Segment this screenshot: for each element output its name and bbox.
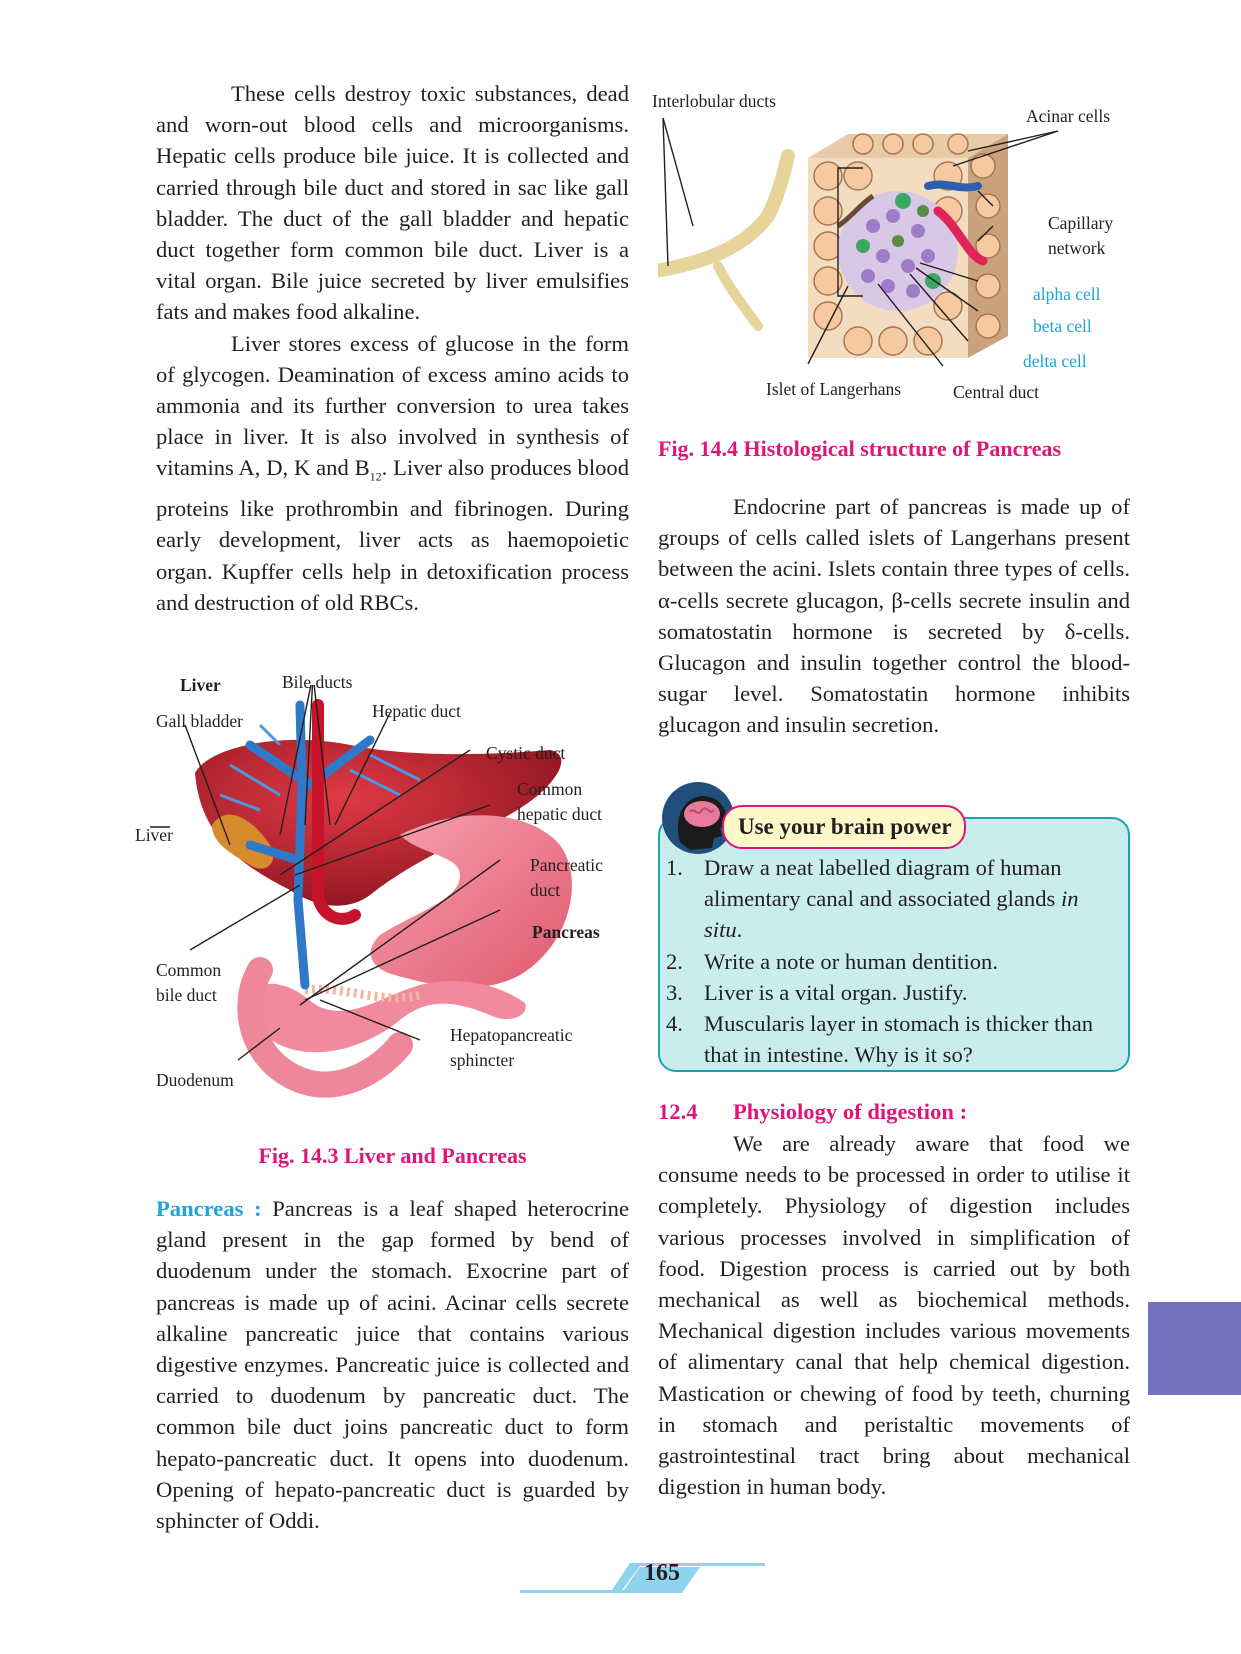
label-beta-cell: beta cell bbox=[1033, 316, 1092, 336]
text-run: Pancreas is a leaf shaped heterocrine gland present in the gap formed by bend of duodenum under the stomach. Exocrine part of pancreas is made up of acini. Acinar cells secrete alkaline pancreatic juice that contains various digestive enzymes. Pancreatic juice is collected and carried to duodenum by pancreatic duct. The common bile duct joins pancreatic duct to form hepato-pancreatic duct. It opens into duodenum. Opening of hepato-pancreatic duct is guarded by sphincter of Oddi. bbox=[156, 1196, 629, 1534]
paragraph-pancreas bbox=[156, 1193, 629, 1536]
section-number: 12.4 bbox=[658, 1099, 698, 1124]
label-hepatic-duct: Hepatic duct bbox=[372, 701, 461, 721]
item-text: Muscularis layer in stomach is thicker than that in intestine. Why is it so? bbox=[704, 1011, 1094, 1068]
question-list bbox=[666, 852, 1118, 1070]
pancreas-section bbox=[156, 1193, 629, 1536]
item-number: 1. bbox=[666, 855, 683, 880]
list-item bbox=[666, 946, 1118, 977]
brain-power-title: Use your brain power bbox=[722, 805, 966, 849]
text-run: Draw a neat labelled diagram of human alimentary canal and associated glands bbox=[704, 855, 1062, 912]
figure-caption-histology: Fig. 14.4 Histological structure of Pancreas bbox=[658, 436, 1062, 461]
item-number: 4. bbox=[666, 1011, 683, 1037]
label-pancreas: Pancreas bbox=[532, 922, 600, 942]
paragraph-liver-functions: These cells destroy toxic substances, dead and worn-out blood cells and microorganisms. Hepatic cells produce bile juice. It is collected and carried through bile duct and stored in sac like gall bladder. The duct of the gall bladder and hepatic duct together form common bile duct. Liver is a vital organ. Bile juice secreted by liver emulsifies fats and makes food alkaline. bbox=[156, 81, 629, 325]
label-hepatopancreatic-2: sphincter bbox=[450, 1050, 515, 1070]
list-item bbox=[666, 977, 1118, 1008]
label-delta-cell: delta cell bbox=[1023, 351, 1087, 371]
label-acinar-cells: Acinar cells bbox=[1026, 106, 1111, 126]
item-text: Liver is a vital organ. Justify. bbox=[704, 979, 968, 1005]
label-alpha-cell: alpha cell bbox=[1033, 284, 1101, 304]
label-capillary-2: network bbox=[1048, 238, 1106, 258]
label-capillary-1: Capillary bbox=[1048, 213, 1114, 233]
label-central-duct: Central duct bbox=[953, 382, 1040, 402]
paragraph-physiology: We are already aware that food we consume needs to be processed in order to utilise it completely. Physiology of digestion includes various processes involved in simplification of food. Digestion process is carried out by both mechanical as well as biochemical methods. Mechanical digestion includes various movements of alimentary canal that help chemical digestion. Mastication or chewing of food by teeth, churning in stomach and peristaltic movements of gastrointestinal tract bring about mechanical digestion in human body. bbox=[658, 1131, 1130, 1500]
label-bile-ducts: Bile ducts bbox=[282, 672, 353, 692]
chapter-side-tab bbox=[1148, 1302, 1241, 1395]
physiology-section bbox=[658, 1128, 1130, 1502]
label-common-hepatic-1: Common bbox=[517, 779, 583, 799]
label-duodenum: Duodenum bbox=[156, 1070, 234, 1090]
text-run: . bbox=[736, 917, 743, 943]
paragraph-endocrine: Endocrine part of pancreas is made up of groups of cells called islets of Langerhans present between the acini. Islets contain three types of cells. α-cells secrete glucagon, β-cells secrete insulin and somatostatin hormone is secreted by δ-cells. Glucagon and insulin together control the blood-sugar level. Somatostatin hormone inhibits glucagon and insulin secretion. bbox=[658, 494, 1130, 738]
label-liver-top: Liver bbox=[180, 675, 221, 695]
left-column bbox=[156, 78, 629, 618]
list-item bbox=[666, 852, 1118, 946]
label-islet-langerhans: Islet of Langerhans bbox=[766, 379, 902, 399]
section-heading bbox=[658, 1099, 967, 1125]
item-number: 3. bbox=[666, 979, 683, 1005]
figure-liver-pancreas bbox=[130, 672, 650, 1140]
text-run: Liver stores excess of glucose in the form of glycogen. Deamination of excess amino acids to ammonia and its further conversion to urea takes place in liver. It is also involved in synthesis of vitamins A, D, K and B bbox=[156, 330, 629, 481]
label-common-bile-2: bile duct bbox=[156, 985, 217, 1005]
label-common-hepatic-2: hepatic duct bbox=[517, 804, 603, 824]
item-text bbox=[704, 852, 1118, 946]
subscript: 12 bbox=[369, 469, 382, 484]
label-cystic-duct: Cystic duct bbox=[486, 743, 566, 763]
label-hepatopancreatic-1: Hepatopancreatic bbox=[450, 1025, 573, 1045]
figure-caption-liver: Fig. 14.3 Liver and Pancreas bbox=[258, 1143, 527, 1168]
term-pancreas: Pancreas : bbox=[156, 1196, 262, 1221]
label-liver-side: Liver bbox=[135, 825, 173, 845]
text-run-italic: in situ bbox=[704, 886, 1079, 943]
label-common-bile-1: Common bbox=[156, 960, 222, 980]
section-title: Physiology of digestion : bbox=[733, 1099, 968, 1124]
text-run: . Liver also produces blood proteins like prothrombin and fibrinogen. During early development, liver acts as haemopoietic organ. Kupffer cells help in detoxification process and destruction of old RBCs. bbox=[156, 455, 629, 615]
paragraph-liver-storage bbox=[156, 328, 629, 618]
item-text: Write a note or human dentition. bbox=[704, 948, 998, 974]
right-column bbox=[658, 491, 1130, 741]
list-item bbox=[666, 1008, 1118, 1070]
label-gall-bladder: Gall bladder bbox=[156, 711, 243, 731]
figure-pancreas-histology bbox=[652, 91, 1138, 411]
label-pancreatic-duct-1: Pancreatic bbox=[530, 855, 603, 875]
label-interlobular-ducts: Interlobular ducts bbox=[652, 91, 776, 111]
label-pancreatic-duct-2: duct bbox=[530, 880, 561, 900]
page-number: 165 bbox=[644, 1560, 680, 1586]
item-number: 2. bbox=[666, 948, 683, 974]
